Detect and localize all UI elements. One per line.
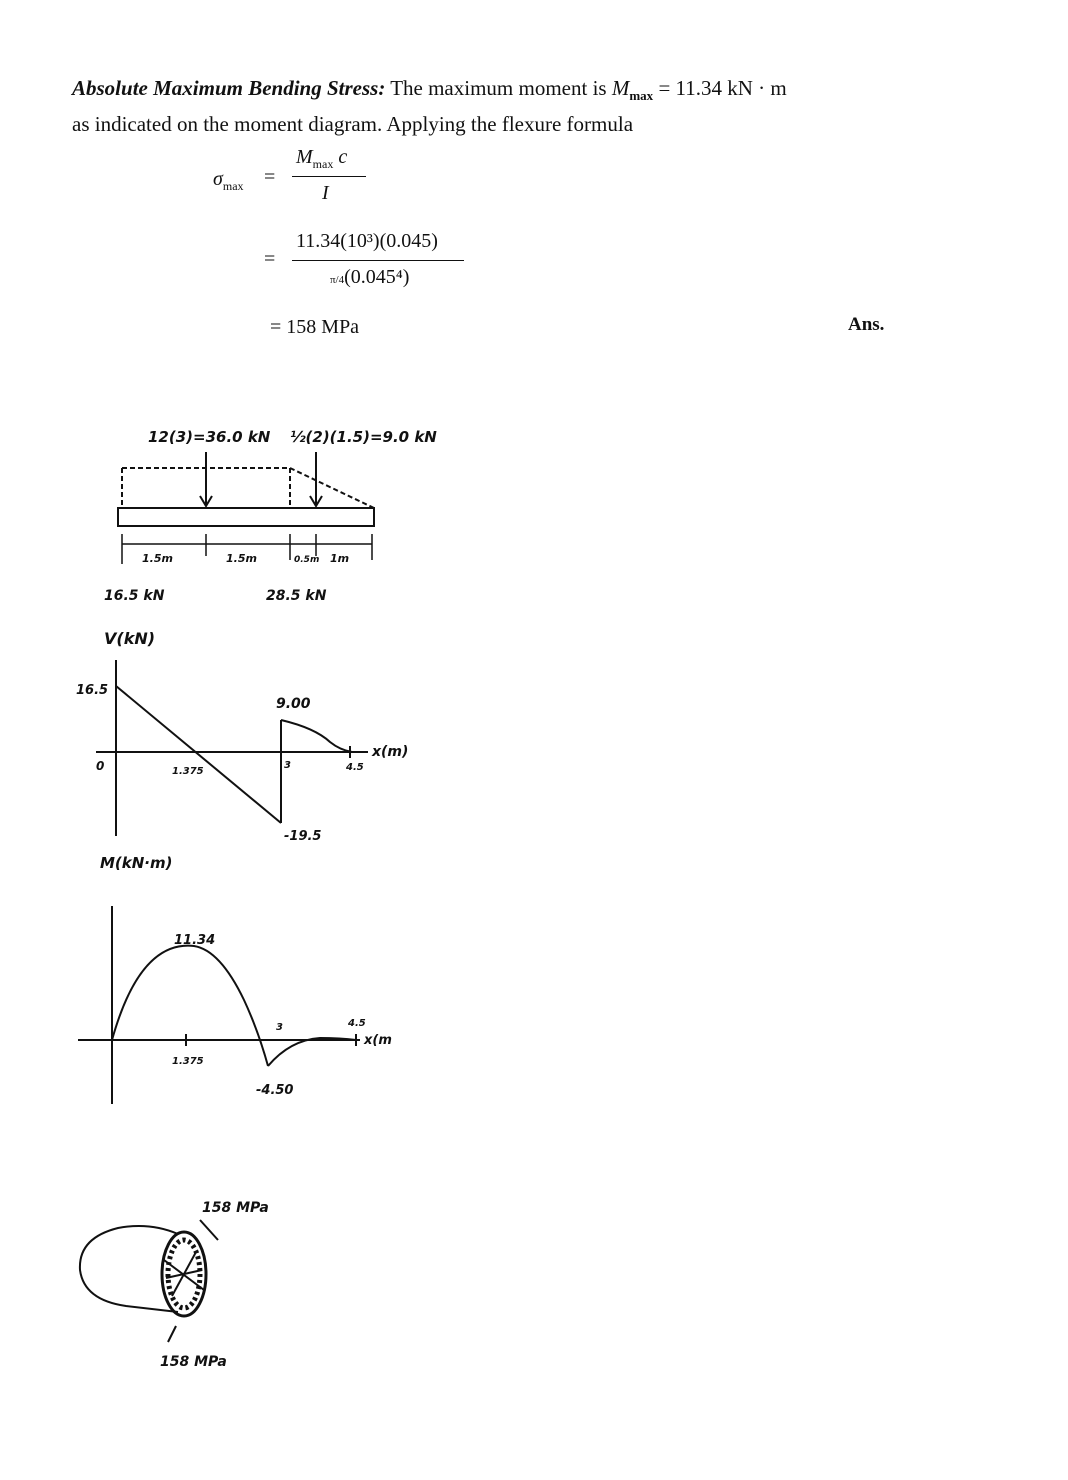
moment-three-label: 3 xyxy=(276,1022,283,1033)
stress-result: = 158 MPa xyxy=(270,316,360,338)
moment-max-label: 11.34 xyxy=(174,933,216,948)
shear-origin-label: 0 xyxy=(96,759,105,773)
substituted-denominator: π/4(0.045⁴) xyxy=(330,266,410,288)
stress-top-label: 158 MPa xyxy=(202,1200,269,1216)
m-symbol: M xyxy=(611,76,630,100)
dim-label-4: 1m xyxy=(330,552,350,565)
dim-label-3: 0.5m xyxy=(294,555,320,565)
reaction-right-label: 28.5 kN xyxy=(266,588,327,604)
m-subscript: max xyxy=(629,88,654,104)
shear-zero-label: 1.375 xyxy=(172,766,204,777)
moment-end-label: 4.5 xyxy=(348,1018,366,1029)
distributed-load-outline xyxy=(122,468,374,508)
shear-end-label: 4.5 xyxy=(346,762,364,773)
dim-label-1: 1.5m xyxy=(142,552,173,565)
equals-sign-1: = xyxy=(264,166,276,188)
dim-label-2: 1.5m xyxy=(226,552,257,565)
substituted-numerator: 11.34(10³)(0.045) xyxy=(296,230,438,252)
load-label-1: 12(3)=36.0 kN xyxy=(148,428,271,446)
shear-axis-label: V(kN) xyxy=(104,629,156,648)
shear-three-label: 3 xyxy=(284,760,291,771)
moment-axis-label: M(kN·m) xyxy=(100,854,173,872)
section-heading: Absolute Maximum Bending Stress: xyxy=(72,76,386,100)
sentence-1: The maximum moment is xyxy=(390,76,612,100)
shear-axes xyxy=(96,660,368,836)
flexure-denominator: I xyxy=(322,182,329,204)
sentence-2: as indicated on the moment diagram. Applying the flexure formula xyxy=(72,112,634,137)
moment-curve xyxy=(112,946,356,1066)
moment-x-axis-label: x(m xyxy=(364,1033,392,1048)
shear-jump-label: 9.00 xyxy=(276,696,311,712)
moment-axes xyxy=(78,906,360,1104)
shear-curve xyxy=(116,686,352,823)
circular-section-sketch xyxy=(80,1220,218,1342)
moment-min-label: -4.50 xyxy=(256,1083,294,1098)
beam xyxy=(118,508,374,526)
answer-label: Ans. xyxy=(848,314,885,335)
shear-min-label: -19.5 xyxy=(284,829,322,844)
flexure-numerator: $M_{max}$ c xyxy=(296,146,348,171)
load-label-2: ½(2)(1.5)=9.0 kN xyxy=(290,428,437,446)
shear-max-label: 16.5 xyxy=(76,683,109,698)
mmax-value: = 11.34 kN · m xyxy=(653,76,787,100)
stress-bottom-label: 158 MPa xyxy=(160,1354,227,1370)
load-arrow-1 xyxy=(200,452,212,506)
reaction-left-label: 16.5 kN xyxy=(104,588,165,604)
sigma-max-symbol: $\sigma_{max}$ xyxy=(213,168,244,193)
equals-sign-2: = xyxy=(264,248,276,270)
shear-x-axis-label: x(m) xyxy=(372,744,409,760)
moment-max-x-label: 1.375 xyxy=(172,1056,204,1067)
